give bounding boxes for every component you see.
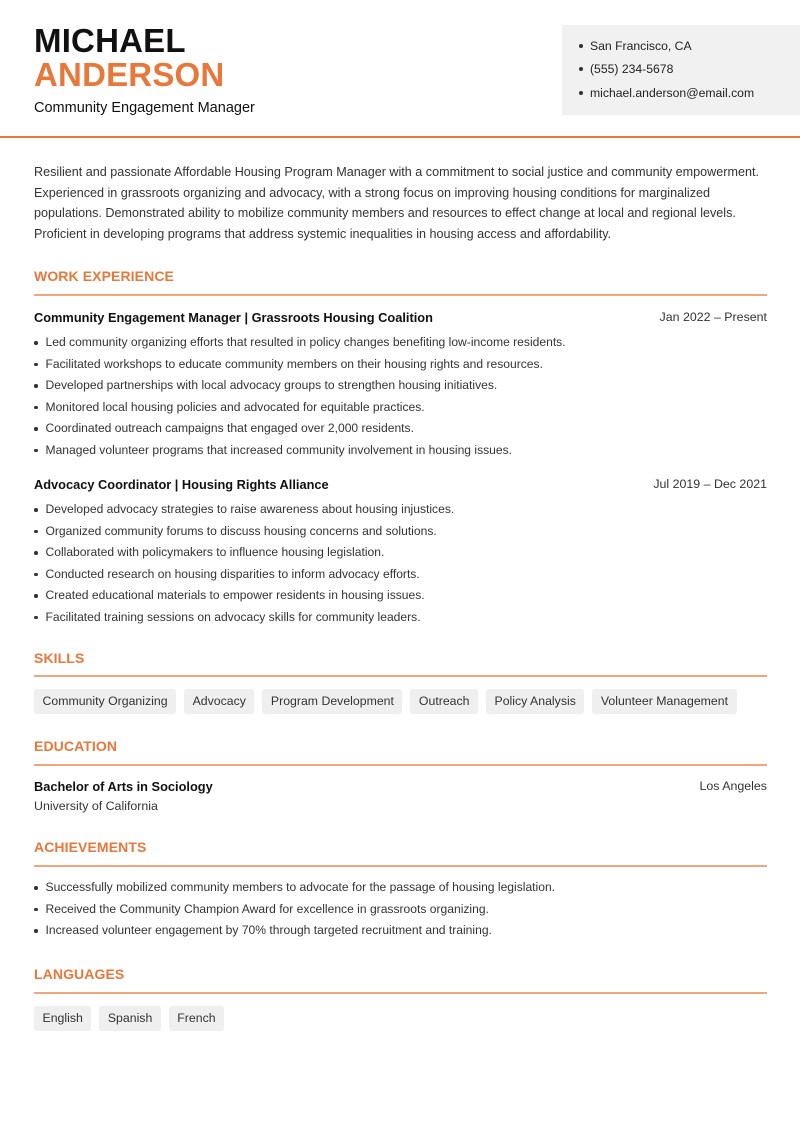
language-tag: Spanish — [99, 1006, 160, 1031]
section-title-languages: LANGUAGES — [34, 966, 125, 982]
list-item-text: Successfully mobilized community members to advocate for the passage of housing legislation. — [45, 880, 556, 894]
education-location: Los Angeles — [699, 779, 767, 793]
list-item-text: Conducted research on housing disparities to inform advocacy efforts. — [45, 566, 420, 581]
skill-tag: Program Development — [262, 689, 402, 714]
contact-location-text: San Francisco, CA — [590, 39, 692, 53]
languages-list — [34, 1006, 224, 1031]
list-item — [34, 418, 566, 440]
list-item — [34, 332, 566, 354]
list-item-text: Monitored local housing policies and advocated for equitable practices. — [45, 399, 425, 414]
list-item — [34, 564, 454, 586]
bullet-icon — [34, 530, 38, 534]
first-name: MICHAEL — [34, 22, 186, 59]
contact-location — [579, 39, 692, 53]
job-bullet-list — [34, 332, 566, 461]
bullet-icon — [34, 886, 38, 890]
bullet-icon — [34, 341, 38, 345]
list-item — [34, 521, 454, 543]
list-item-text: Facilitated workshops to educate community members on their housing rights and resources. — [45, 356, 543, 371]
last-name: ANDERSON — [34, 56, 225, 93]
contact-email[interactable] — [579, 86, 754, 100]
list-item-text: Collaborated with policymakers to influence housing legislation. — [45, 545, 385, 559]
achievements-list — [34, 877, 555, 942]
list-item — [34, 375, 566, 397]
job-bullet-list — [34, 499, 454, 628]
bullet-icon — [34, 449, 38, 453]
section-divider — [34, 675, 767, 677]
list-item — [34, 899, 555, 921]
bullet-icon — [34, 406, 38, 410]
skills-list — [34, 689, 737, 714]
bullet-icon — [34, 551, 38, 555]
list-item-text: Managed volunteer programs that increased community involvement in housing issues. — [45, 442, 513, 457]
list-item-text: Received the Community Champion Award for excellence in grassroots organizing. — [45, 901, 489, 916]
resume-header — [0, 0, 800, 138]
list-item-text: Increased volunteer engagement by 70% through targeted recruitment and training. — [45, 923, 492, 937]
list-item-text: Led community organizing efforts that resulted in policy changes benefiting low-income residents. — [45, 335, 566, 349]
bullet-icon — [579, 91, 583, 95]
contact-phone-text: (555) 234-5678 — [590, 62, 674, 76]
section-title-education: EDUCATION — [34, 738, 118, 754]
bullet-icon — [34, 508, 38, 512]
section-divider — [34, 764, 767, 766]
list-item — [34, 585, 454, 607]
list-item — [34, 440, 566, 462]
section-divider — [34, 992, 767, 994]
list-item — [34, 542, 454, 564]
skill-tag: Outreach — [410, 689, 478, 714]
section-divider — [34, 865, 767, 867]
education-school: University of California — [34, 799, 158, 813]
bullet-icon — [34, 908, 38, 912]
list-item-text: Coordinated outreach campaigns that engaged over 2,000 residents. — [45, 421, 414, 435]
skill-tag: Policy Analysis — [486, 689, 584, 714]
list-item — [34, 607, 454, 629]
section-divider — [34, 294, 767, 296]
contact-email-text[interactable]: michael.anderson@email.com — [590, 86, 755, 100]
skill-tag: Community Organizing — [34, 689, 176, 714]
list-item — [34, 397, 566, 419]
section-title-work: WORK EXPERIENCE — [34, 268, 174, 284]
bullet-icon — [579, 67, 583, 71]
job-dates: Jan 2022 – Present — [659, 310, 767, 324]
education-degree: Bachelor of Arts in Sociology — [34, 779, 213, 794]
bullet-icon — [34, 616, 38, 620]
bullet-icon — [34, 363, 38, 367]
job-dates: Jul 2019 – Dec 2021 — [653, 477, 767, 491]
job-title: Community Engagement Manager — [34, 100, 255, 116]
list-item-text: Created educational materials to empower residents in housing issues. — [45, 588, 425, 602]
skill-tag: Advocacy — [184, 689, 254, 714]
section-title-achievements: ACHIEVEMENTS — [34, 839, 147, 855]
list-item — [34, 354, 566, 376]
job-heading: Advocacy Coordinator | Housing Rights Alliance — [34, 477, 329, 492]
list-item-text: Developed partnerships with local advocacy groups to strengthen housing initiatives. — [45, 378, 498, 392]
contact-box — [562, 25, 800, 115]
section-title-skills: SKILLS — [34, 650, 85, 666]
contact-phone — [579, 62, 673, 76]
list-item-text: Facilitated training sessions on advocacy skills for community leaders. — [45, 609, 421, 624]
bullet-icon — [34, 594, 38, 598]
list-item-text: Developed advocacy strategies to raise awareness about housing injustices. — [45, 502, 455, 516]
list-item — [34, 920, 555, 942]
bullet-icon — [34, 427, 38, 431]
list-item-text: Organized community forums to discuss housing concerns and solutions. — [45, 523, 437, 538]
job-heading: Community Engagement Manager | Grassroots Housing Coalition — [34, 310, 433, 325]
list-item — [34, 877, 555, 899]
profile-summary: Resilient and passionate Affordable Housing Program Manager with a commitment to social justice and community empowerment. Experienced in grassroots organizing and advocacy, with a strong focus on improving housing conditions for marginalized populations. Demonstrated ability to mobilize community members and resources to effect change at local and regional levels. Proficient in developing programs that address systemic inequalities in housing access and affordability. — [34, 165, 759, 241]
bullet-icon — [579, 44, 583, 48]
bullet-icon — [34, 573, 38, 577]
language-tag: French — [169, 1006, 224, 1031]
bullet-icon — [34, 384, 38, 388]
list-item — [34, 499, 454, 521]
bullet-icon — [34, 929, 38, 933]
language-tag: English — [34, 1006, 91, 1031]
skill-tag: Volunteer Management — [592, 689, 736, 714]
